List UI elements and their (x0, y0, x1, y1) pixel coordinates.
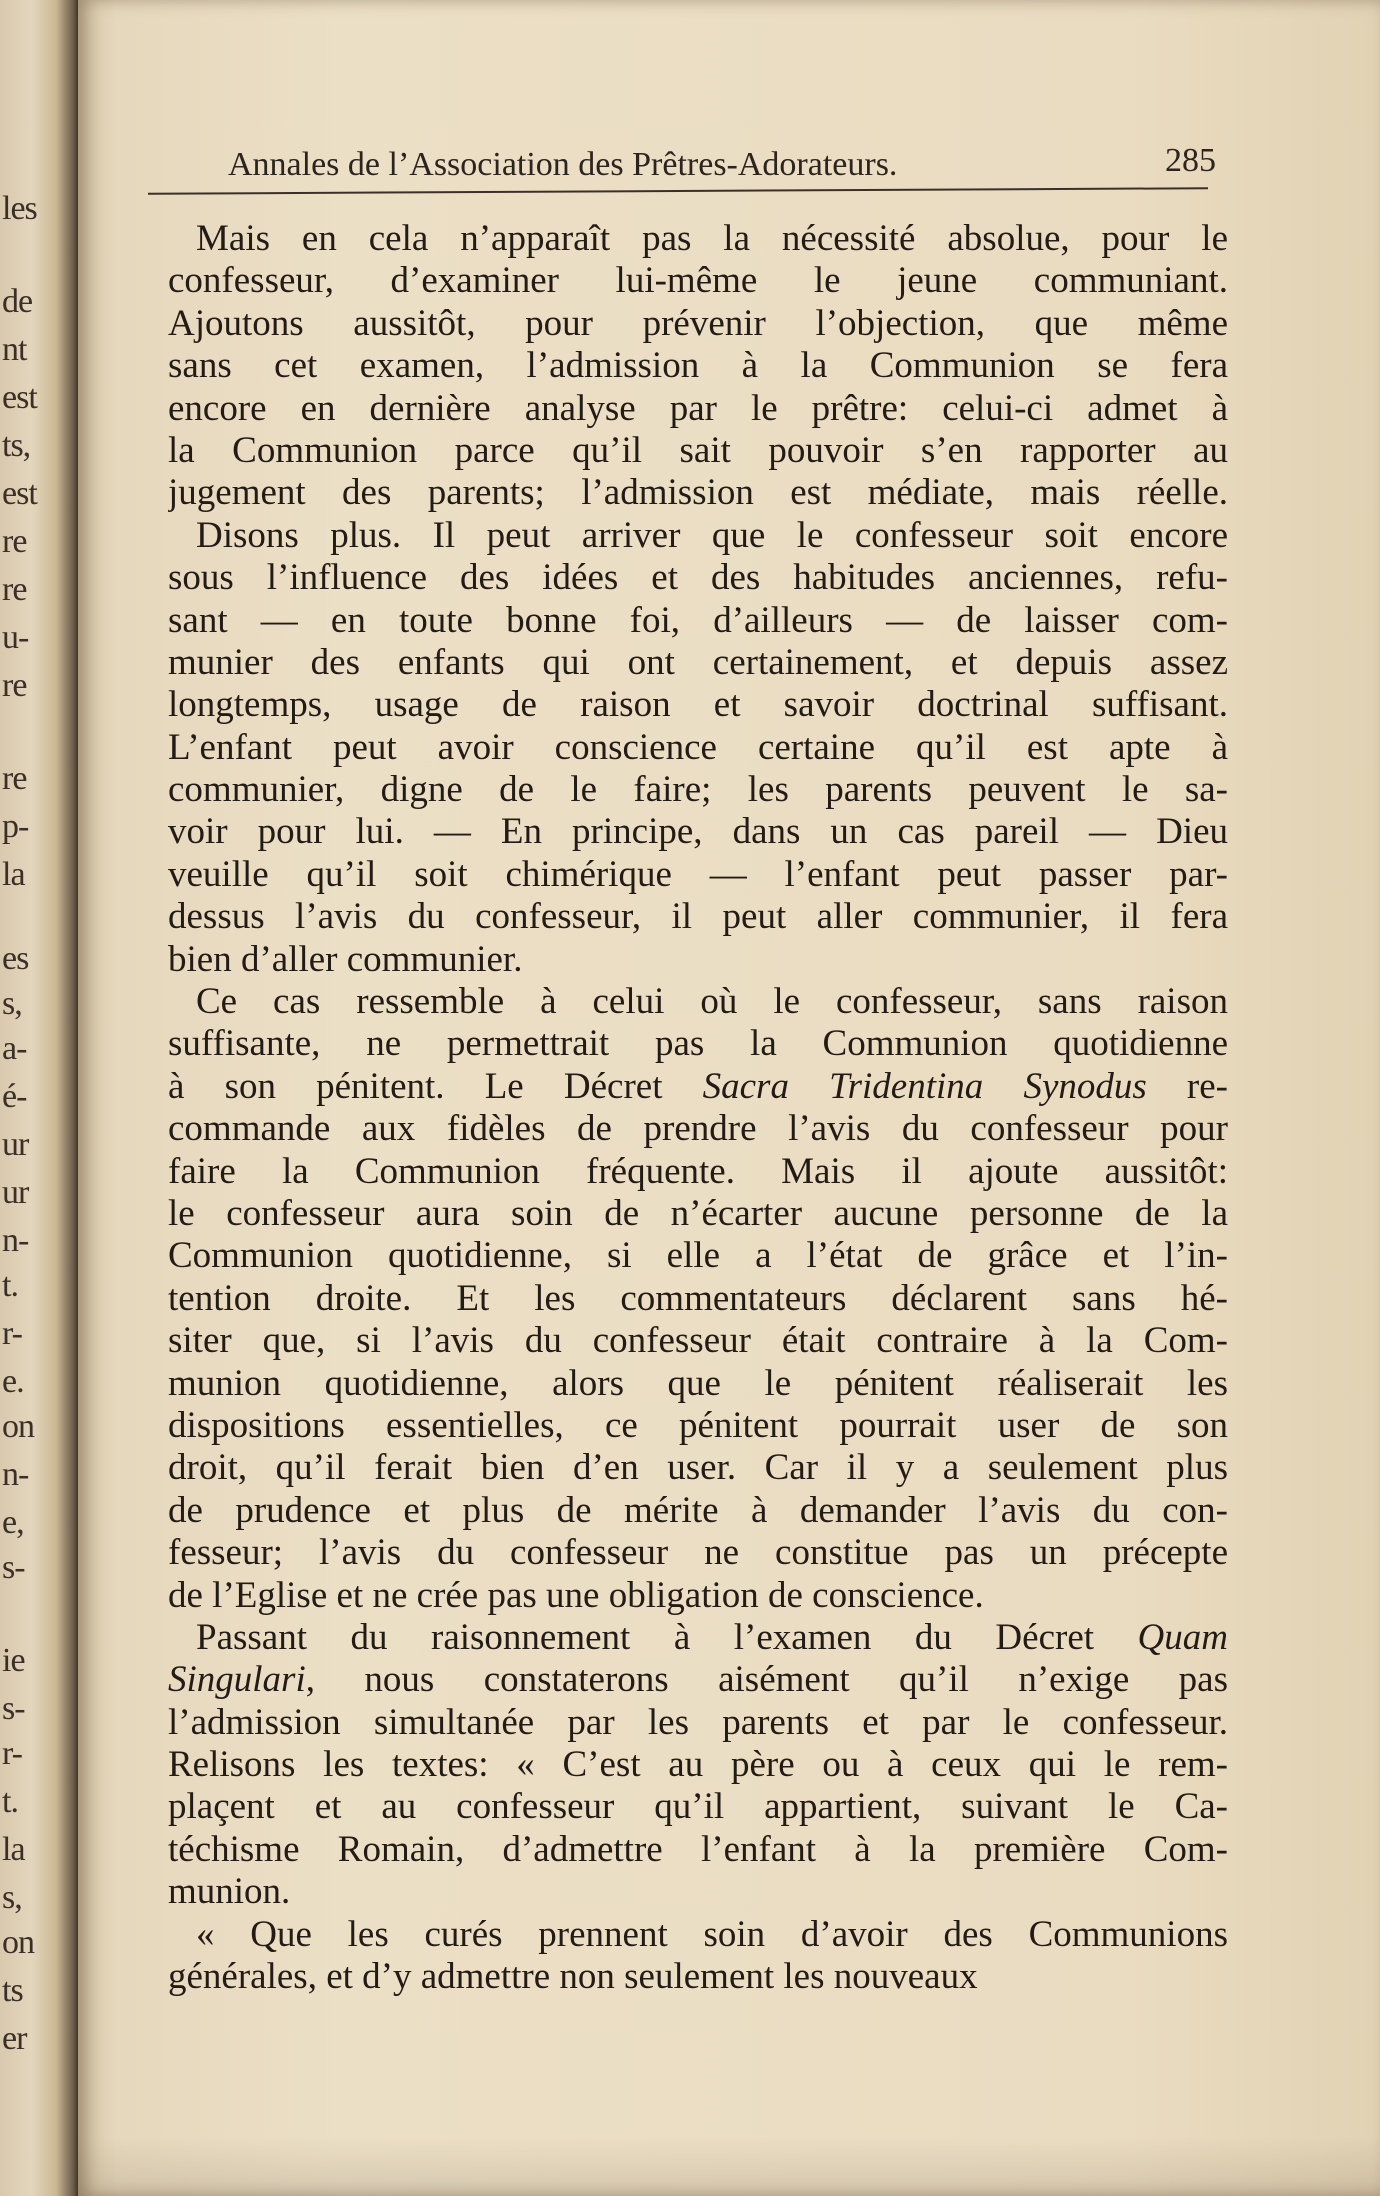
text-line: munier des enfants qui ont certainement, et depuis assez (168, 641, 1228, 683)
facing-page-fragment: e, (2, 1504, 24, 1541)
text-line: la Communion parce qu’il sait pouvoir s’en rapporter au (168, 429, 1228, 471)
header-rule (148, 187, 1208, 195)
text-line: sous l’influence des idées et des habitudes anciennes, refu- (168, 557, 1228, 599)
facing-page-fragment: s, (2, 985, 22, 1022)
facing-page-fragment: re (2, 667, 27, 704)
facing-page-fragment: re (2, 760, 27, 797)
facing-page-fragment: n- (2, 1456, 29, 1493)
facing-page-fragment: s- (2, 1549, 25, 1586)
page-bottom-shadow (78, 2136, 1380, 2196)
facing-page-fragment: la (2, 1831, 25, 1868)
text-line: bien d’aller communier. (168, 938, 523, 980)
text-line: de l’Eglise et ne crée pas une obligation de conscience. (168, 1574, 984, 1616)
text-line: longtemps, usage de raison et savoir doctrinal suffisant. (168, 684, 1228, 726)
text-line: suffisante, ne permettrait pas la Communion quotidienne (168, 1023, 1228, 1065)
text-line: communier, digne de le faire; les parents peuvent le sa- (168, 769, 1228, 811)
text-line: téchisme Romain, d’admettre l’enfant à la première Com- (168, 1828, 1228, 1870)
facing-page-fragment: les (2, 190, 37, 227)
facing-page-fragment: er (2, 2020, 27, 2057)
text-line: Passant du raisonnement à l’examen du Décret Quam (196, 1616, 1228, 1658)
facing-page-fragment: re (2, 523, 27, 560)
book-page (78, 0, 1380, 2196)
facing-page-fragment: on (2, 1924, 34, 1961)
text-line: dispositions essentielles, ce pénitent pourrait user de son (168, 1404, 1228, 1446)
facing-page-fragment: u- (2, 619, 29, 656)
text-line: encore en dernière analyse par le prêtre: celui-ci admet à (168, 387, 1228, 429)
facing-page-fragment: ur (2, 1126, 29, 1163)
text-line: tention droite. Et les commentateurs déclarent sans hé- (168, 1277, 1228, 1319)
facing-page-fragment: es (2, 940, 29, 977)
facing-page-fragment: é- (2, 1078, 27, 1115)
text-line: munion. (168, 1871, 291, 1913)
text-line: Disons plus. Il peut arriver que le confesseur soit encore (196, 514, 1228, 556)
facing-page-fragment: ur (2, 1174, 29, 1211)
text-line: droit, qu’il ferait bien d’en user. Car il y a seulement plus (168, 1447, 1228, 1489)
text-line: l’admission simultanée par les parents et par le confesseur. (168, 1701, 1228, 1743)
text-line: plaçent et au confesseur qu’il appartient, suivant le Ca- (168, 1786, 1228, 1828)
text-line: munion quotidienne, alors que le pénitent réaliserait les (168, 1362, 1228, 1404)
facing-page-edge (0, 190, 68, 2057)
text-line: jugement des parents; l’admission est médiate, mais réelle. (168, 472, 1228, 514)
body-text (168, 218, 1228, 1998)
text-line: de prudence et plus de mérite à demander l’avis du con- (168, 1489, 1228, 1531)
facing-page-fragment: t. (2, 1783, 18, 1820)
text-line: veuille qu’il soit chimérique — l’enfant peut passer par- (168, 853, 1228, 895)
facing-page-fragment: est (2, 379, 37, 416)
facing-page-fragment: s, (2, 1879, 22, 1916)
text-line: L’enfant peut avoir conscience certaine qu’il est apte à (168, 726, 1228, 768)
facing-page-fragment: t. (2, 1267, 18, 1304)
text-line: Ce cas ressemble à celui où le confesseur, sans raison (196, 981, 1228, 1023)
text-line: le confesseur aura soin de n’écarter aucune personne de la (168, 1192, 1228, 1234)
facing-page-fragment: la (2, 856, 25, 893)
text-line: dessus l’avis du confesseur, il peut aller communier, il fera (168, 896, 1228, 938)
facing-page-fragment: re (2, 571, 27, 608)
text-line: commande aux fidèles de prendre l’avis du confesseur pour (168, 1108, 1228, 1150)
facing-page-fragment: s- (2, 1690, 25, 1727)
facing-page-fragment: r- (2, 1315, 22, 1352)
text-line: Relisons les textes: « C’est au père ou à ceux qui le rem- (168, 1744, 1228, 1786)
text-line: voir pour lui. — En principe, dans un cas pareil — Dieu (168, 811, 1228, 853)
text-line: Communion quotidienne, si elle a l’état de grâce et l’in- (168, 1235, 1228, 1277)
facing-page-fragment: r- (2, 1735, 22, 1772)
facing-page-fragment: e. (2, 1363, 24, 1400)
text-line: siter que, si l’avis du confesseur était contraire à la Com- (168, 1320, 1228, 1362)
running-title: Annales de l’Association des Prêtres-Adorateurs. (228, 146, 898, 183)
text-line: « Que les curés prennent soin d’avoir des Communions (196, 1913, 1228, 1955)
text-line: générales, et d’y admettre non seulement les nouveaux (168, 1956, 978, 1998)
facing-page-fragment: ts (2, 1972, 23, 2009)
facing-page-fragment: est (2, 475, 37, 512)
facing-page-fragment: p- (2, 808, 29, 845)
text-line: à son pénitent. Le Décret Sacra Tridentina Synodus re- (168, 1065, 1228, 1107)
facing-page-fragment: n- (2, 1222, 29, 1259)
text-line: Ajoutons aussitôt, pour prévenir l’objection, que même (168, 302, 1228, 344)
text-line: fesseur; l’avis du confesseur ne constitue pas un précepte (168, 1532, 1228, 1574)
facing-page-fragment: nt (2, 331, 27, 368)
text-line: Mais en cela n’apparaît pas la nécessité absolue, pour le (196, 218, 1228, 259)
text-line: sant — en toute bonne foi, d’ailleurs — de laisser com- (168, 599, 1228, 641)
facing-page-fragment: ts, (2, 427, 31, 464)
text-line: sans cet examen, l’admission à la Communion se fera (168, 345, 1228, 387)
text-line: faire la Communion fréquente. Mais il ajoute aussitôt: (168, 1150, 1228, 1192)
facing-page-fragment: ie (2, 1642, 25, 1679)
facing-page-fragment: de (2, 283, 33, 320)
text-line: confesseur, d’examiner lui-même le jeune communiant. (168, 260, 1228, 302)
text-line: Singulari, nous constaterons aisément qu’il n’exige pas (168, 1659, 1228, 1701)
facing-page-fragment: on (2, 1408, 34, 1445)
page-number: 285 (1165, 142, 1216, 179)
page-header (228, 142, 1228, 196)
facing-page-fragment: a- (2, 1030, 27, 1067)
